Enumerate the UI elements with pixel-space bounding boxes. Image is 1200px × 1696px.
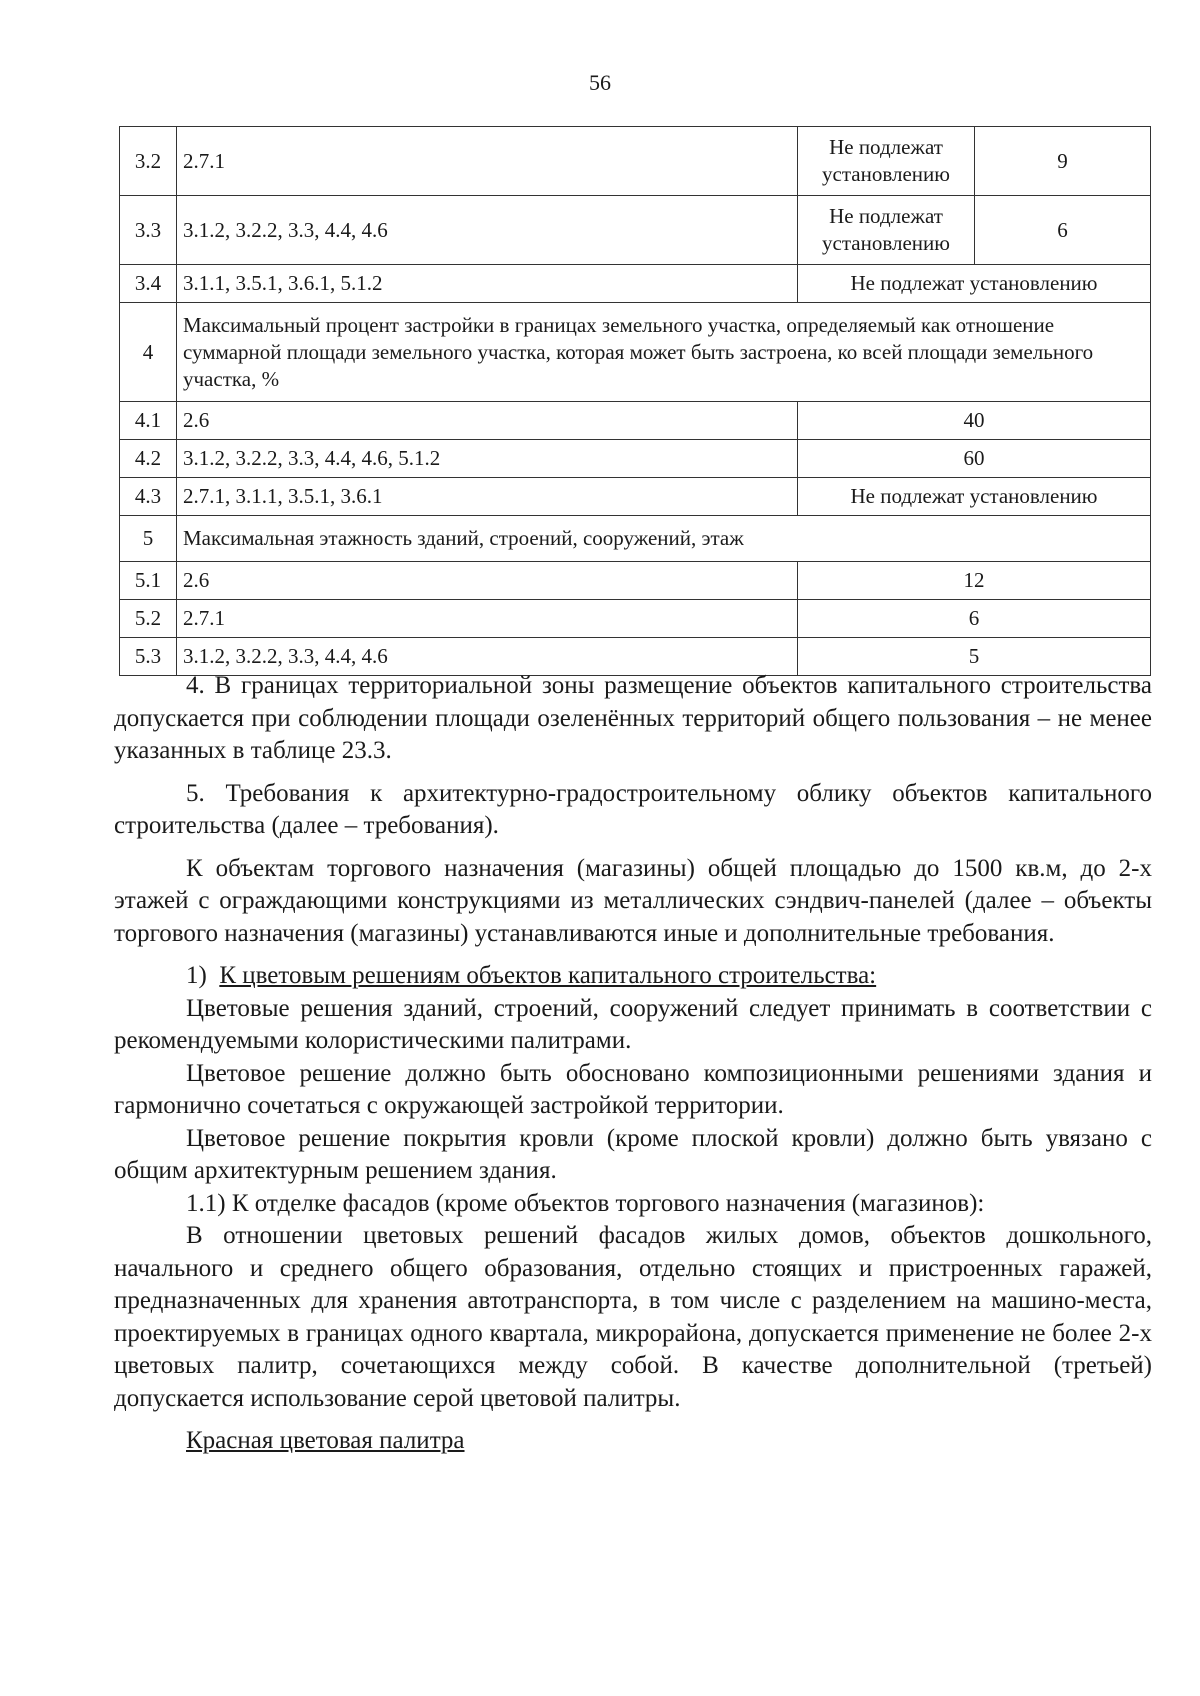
row-number: 5.2: [120, 600, 177, 638]
row-number: 4: [120, 303, 177, 402]
row-number: 4.3: [120, 478, 177, 516]
page-number: 56: [589, 70, 611, 95]
item-1-heading: [114, 960, 1152, 993]
row-number: 4.1: [120, 402, 177, 440]
use-codes: 2.7.1, 3.1.1, 3.5.1, 3.6.1: [177, 478, 798, 516]
parameter-value: 5: [798, 638, 1151, 676]
red-palette-title: Красная цветовая палитра: [186, 1427, 465, 1454]
paragraph-facades: В отношении цветовых решений фасадов жилых домов, объектов дошкольного, начального и среднего общего образования, отдельно стоящих и пристроенных гаражей, предназначенных для хранения автотранспорта, в том числе с разделением на машино-места, проектируемых в границах одного квартала, микрорайона, допускается применение не более 2-х цветовых палитр, сочетающихся между собой. В качестве дополнительной (третьей) допускается использование серой цветовой палитры.: [114, 1222, 1152, 1412]
paragraph-4: 4. В границах территориальной зоны размещение объектов капитального строительства допускается при соблюдении площади озеленённых территорий общего пользования – не менее указанных в таблице 23.3.: [114, 672, 1152, 764]
paragraph-trade-objects: К объектам торгового назначения (магазины) общей площадью до 1500 кв.м, до 2-х этажей с ограждающими конструкциями из металлических сэндвич-панелей (далее – объекты торгового назначения (магазины) устанавливаются иные и дополнительные требования.: [114, 854, 1152, 947]
paragraph-5: 5. Требования к архитектурно-градостроительному облику объектов капитального строительства (далее – требования).: [114, 779, 1152, 839]
use-codes: 3.1.2, 3.2.2, 3.3, 4.4, 4.6, 5.1.2: [177, 440, 798, 478]
table-row: [120, 265, 1151, 303]
parameter-value: 60: [798, 440, 1151, 478]
row-number: 3.4: [120, 265, 177, 303]
row-number: 3.3: [120, 196, 177, 265]
section-description: Максимальный процент застройки в границах земельного участка, определяемый как отношение суммарной площади земельного участка, которая может быть застроена, ко всей площади земельного участка, %: [177, 303, 1151, 402]
parameter-value: 6: [975, 196, 1151, 265]
use-codes: 3.1.2, 3.2.2, 3.3, 4.4, 4.6: [177, 638, 798, 676]
table-row: [120, 196, 1151, 265]
row-number: 4.2: [120, 440, 177, 478]
use-codes: 2.7.1: [177, 600, 798, 638]
item-1-1-heading: 1.1) К отделке фасадов (кроме объектов торгового назначения (магазинов):: [186, 1189, 985, 1217]
paragraph-color-3: Цветовое решение покрытия кровли (кроме плоской кровли) должно быть увязано с общим архитектурным решением здания.: [114, 1124, 1152, 1184]
parameter-value: Не подлежат установлению: [798, 196, 975, 265]
parameter-value: 40: [798, 402, 1151, 440]
table-row: [120, 516, 1151, 562]
row-number: 3.2: [120, 127, 177, 196]
use-codes: 3.1.2, 3.2.2, 3.3, 4.4, 4.6: [177, 196, 798, 265]
paragraph-color-1: Цветовые решения зданий, строений, сооружений следует принимать в соответствии с рекомендуемыми колористическими палитрами.: [114, 994, 1152, 1054]
regulations-table: [119, 126, 1151, 676]
item-1-title: К цветовым решениям объектов капитального строительства:: [219, 962, 877, 989]
parameter-value: Не подлежат установлению: [798, 478, 1151, 516]
parameter-value: 12: [798, 562, 1151, 600]
row-number: 5.3: [120, 638, 177, 676]
parameter-value: 6: [798, 600, 1151, 638]
table-row: [120, 478, 1151, 516]
table-row: [120, 303, 1151, 402]
parameter-value: Не подлежат установлению: [798, 265, 1151, 303]
parameter-value: Не подлежат установлению: [798, 127, 975, 196]
table-row: [120, 440, 1151, 478]
document-body: [114, 670, 1152, 1458]
use-codes: 2.6: [177, 402, 798, 440]
row-number: 5.1: [120, 562, 177, 600]
item-1-number: 1): [186, 962, 207, 989]
table-row: [120, 127, 1151, 196]
use-codes: 2.6: [177, 562, 798, 600]
use-codes: 2.7.1: [177, 127, 798, 196]
table-row: [120, 562, 1151, 600]
paragraph-color-2: Цветовое решение должно быть обосновано композиционными решениями здания и гармонично сочетаться с окружающей застройкой территории.: [114, 1059, 1152, 1119]
red-palette-heading: [114, 1425, 1152, 1458]
table-row: [120, 402, 1151, 440]
table-row: [120, 600, 1151, 638]
parameter-value: 9: [975, 127, 1151, 196]
section-description: Максимальная этажность зданий, строений, сооружений, этаж: [177, 516, 1151, 562]
row-number: 5: [120, 516, 177, 562]
use-codes: 3.1.1, 3.5.1, 3.6.1, 5.1.2: [177, 265, 798, 303]
